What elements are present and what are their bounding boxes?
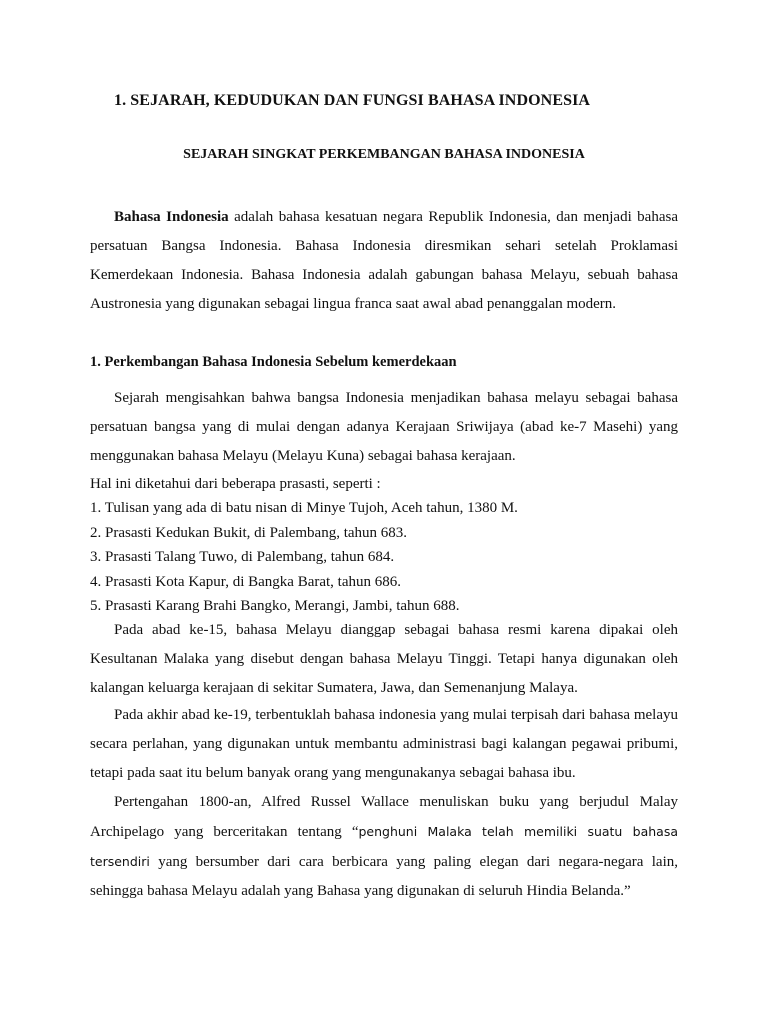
paragraph-text: adalah bahasa kesatuan negara Republik Indonesia, dan menjadi bahasa persatuan Bangsa Indonesia. Bahasa Indonesia diresmikan sehari setelah Proklamasi Kemerdekaan Indonesia. Bahasa Indonesia adalah gabungan bahasa Melayu, sebuah bahasa Austronesia yang digunakan sebagai lingua franca saat awal abad penanggalan modern. bbox=[90, 209, 678, 312]
list-item: 2. Prasasti Kedukan Bukit, di Palembang, tahun 683. bbox=[90, 524, 408, 541]
quoted-text: penghuni Malaka telah memiliki suatu bahasa tersendiri bbox=[90, 824, 678, 869]
sub-heading: 1. Perkembangan Bahasa Indonesia Sebelum kemerdekaan bbox=[90, 354, 457, 370]
paragraph-wallace bbox=[90, 788, 678, 906]
section-title: SEJARAH SINGKAT PERKEMBANGAN BAHASA INDONESIA bbox=[183, 147, 585, 162]
paragraph-15th-century: Pada abad ke-15, bahasa Melayu dianggap sebagai bahasa resmi karena dipakai oleh Kesultanan Malaka yang disebut dengan bahasa Melayu Tinggi. Tetapi hanya digunakan oleh kalangan keluarga kerajaan di sekitar Sumatera, Jawa, dan Semenanjung Malaya. bbox=[90, 622, 678, 696]
list-item: 5. Prasasti Karang Brahi Bangko, Merangi, Jambi, tahun 688. bbox=[90, 598, 460, 614]
inscription-list bbox=[90, 496, 518, 619]
paragraph-text: Pertengahan 1800-an, Alfred Russel Wallace menuliskan buku yang berjudul Malay Archipelago yang berceritakan tentang “ bbox=[90, 794, 678, 840]
paragraph-history: Sejarah mengisahkan bahwa bangsa Indonesia menjadikan bahasa melayu sebagai bahasa persatuan bangsa yang di mulai dengan adanya Kerajaan Sriwijaya (abad ke-7 Masehi) yang menggunakan bahasa Melayu (Melayu Kuna) sebagai bahasa kerajaan. bbox=[90, 390, 678, 464]
list-item: 1. Tulisan yang ada di batu nisan di Minye Tujoh, Aceh tahun, 1380 M. bbox=[90, 500, 518, 516]
list-item: 3. Prasasti Talang Tuwo, di Palembang, tahun 684. bbox=[90, 549, 395, 565]
chapter-title: 1. SEJARAH, KEDUDUKAN DAN FUNGSI BAHASA INDONESIA bbox=[114, 92, 591, 109]
bold-term: Bahasa Indonesia bbox=[114, 209, 229, 225]
list-intro: Hal ini diketahui dari beberapa prasasti, seperti : bbox=[90, 476, 381, 492]
paragraph-intro bbox=[90, 203, 678, 319]
list-item: 4. Prasasti Kota Kapur, di Bangka Barat, tahun 686. bbox=[90, 573, 402, 590]
paragraph-text: yang bersumber dari cara berbicara yang paling elegan dari negara-negara lain, sehingga bahasa Melayu adalah yang Bahasa yang digunakan di seluruh Hindia Belanda.” bbox=[90, 854, 678, 899]
paragraph-19th-century: Pada akhir abad ke-19, terbentuklah bahasa indonesia yang mulai terpisah dari bahasa melayu secara perlahan, yang digunakan untuk membantu administrasi bagi kalangan pegawai pribumi, tetapi pada saat itu belum banyak orang yang mengunakanya sebagai bahasa ibu. bbox=[90, 707, 678, 781]
